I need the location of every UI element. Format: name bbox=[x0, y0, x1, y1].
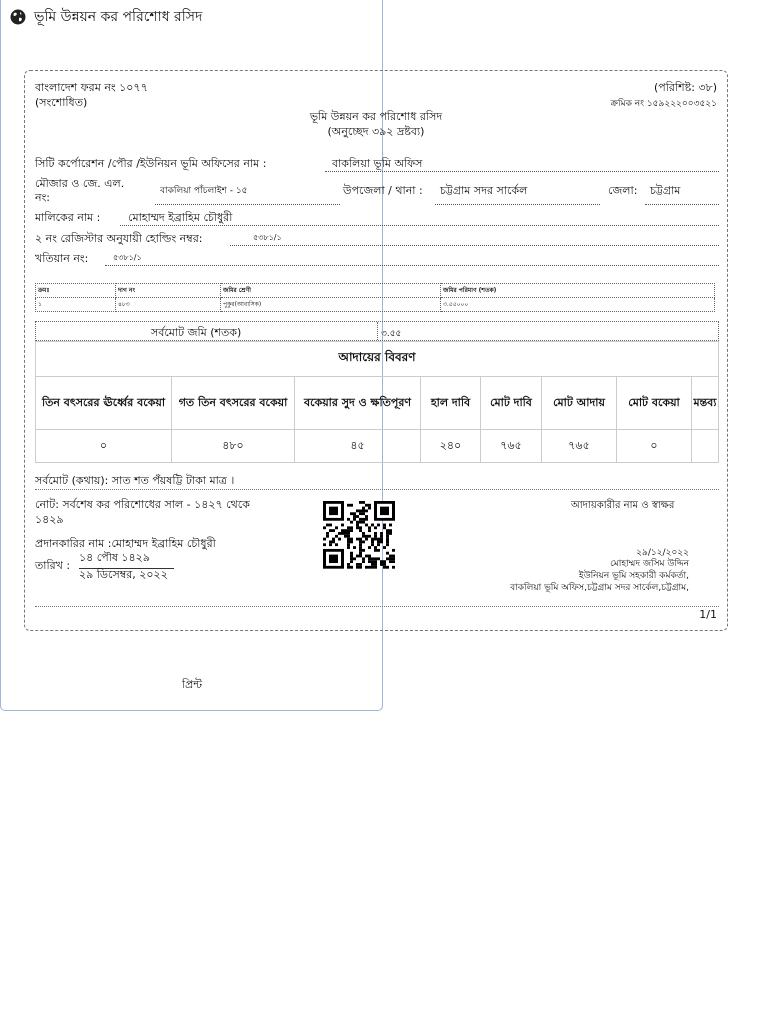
dues-cell-interest: ৪৫ bbox=[295, 430, 421, 463]
dues-cell-total-due: ০ bbox=[617, 430, 692, 463]
globe-icon bbox=[10, 9, 26, 25]
total-in-words: সর্বমোট (কথায়): সাত শত পঁয়ষট্টি টাকা মাত্র । bbox=[35, 474, 235, 487]
qr-code bbox=[323, 501, 395, 569]
collector-office: বাকলিয়া ভূমি অফিস,চট্টগ্রাম সদর সার্কেল,চট্টগ্রাম, bbox=[510, 583, 689, 593]
mouza-label-line2: নং: bbox=[35, 191, 51, 204]
dues-cell-total-collected: ৭৬৫ bbox=[542, 430, 617, 463]
dues-cell-remarks bbox=[692, 430, 719, 463]
office-value: বাকলিয়া ভূমি অফিস bbox=[332, 157, 423, 170]
khatian-value: ৫৩৮১/১ bbox=[113, 253, 142, 262]
dues-header-row bbox=[36, 377, 719, 430]
land-header-area: জমির পরিমাণ (শতক) bbox=[441, 284, 715, 298]
dues-header-remarks: মন্তব্য bbox=[692, 377, 719, 430]
land-header-dag: দাগ নং bbox=[116, 284, 221, 298]
owner-label: মালিকের নাম : bbox=[35, 211, 101, 224]
dues-header-total-collected: মোট আদায় bbox=[542, 377, 617, 430]
land-cell-class: পুকুর(আবাসিক) bbox=[221, 298, 441, 312]
collector-caption: আদায়কারীর নাম ও স্বাক্ষর bbox=[571, 500, 675, 511]
footer-divider bbox=[35, 489, 719, 490]
land-cell-serial: ১ bbox=[36, 298, 116, 312]
mouza-label: মৌজার ও জে. এল. bbox=[35, 177, 125, 190]
receipt-subtitle: (অনুচ্ছেদ ৩৯২ দ্রষ্টব্য) bbox=[327, 125, 425, 138]
dues-table bbox=[35, 341, 719, 463]
owner-underline bbox=[120, 225, 719, 226]
date-label: তারিখ : bbox=[35, 559, 71, 572]
dues-caption-row bbox=[36, 342, 719, 377]
khatian-label: খতিয়ান নং: bbox=[35, 252, 89, 265]
total-land-value: ৩.৫৫ bbox=[381, 329, 402, 339]
appendix-label: (পরিশিষ্ট: ৩৮) bbox=[654, 81, 717, 94]
date-english: ২৯ ডিসেম্বর, ২০২২ bbox=[79, 568, 168, 581]
khatian-underline bbox=[105, 265, 719, 266]
window-title-text: ভূমি উন্নয়ন কর পরিশোধ রসিদ bbox=[34, 9, 203, 25]
office-label: সিটি কর্পোরেশন /পৌর /ইউনিয়ন ভূমি অফিসের নাম : bbox=[35, 157, 267, 170]
land-cell-area: ৩.৫৫০০০ bbox=[441, 298, 715, 312]
holding-value: ৫৩৮১/১ bbox=[253, 233, 282, 242]
land-header-serial: ক্রমঃ bbox=[36, 284, 116, 298]
total-land-label: সর্বমোট জমি (শতক) bbox=[151, 326, 242, 339]
collector-date: ২৯/১২/২০২২ bbox=[636, 548, 689, 558]
receipt-title: ভূমি উন্নয়ন কর পরিশোধ রসিদ bbox=[309, 110, 443, 123]
land-table bbox=[35, 283, 715, 312]
serial-number: ক্রমিক নং ১৫৯২২২০০৩৫২১ bbox=[610, 99, 717, 109]
owner-value: মোহাম্মদ ইব্রাহিম চৌধুরী bbox=[128, 211, 233, 224]
print-button[interactable]: প্রিন্ট bbox=[182, 678, 203, 691]
table-row bbox=[36, 298, 715, 312]
date-bangla: ১৪ পৌষ ১৪২৯ bbox=[79, 549, 174, 569]
dues-header-current-demand: হাল দাবি bbox=[421, 377, 481, 430]
dues-header-total-demand: মোট দাবি bbox=[481, 377, 542, 430]
district-value: চট্টগ্রাম bbox=[650, 184, 681, 197]
payer-name: প্রদানকারির নাম :মোহাম্মদ ইব্রাহিম চৌধুরী bbox=[35, 537, 216, 550]
total-land-row bbox=[35, 321, 719, 341]
upazila-label: উপজেলা / থানা : bbox=[343, 184, 423, 197]
dues-header-interest: বকেয়ার সুদ ও ক্ষতিপূরণ bbox=[295, 377, 421, 430]
mouza-value: বাকলিয়া পাঁচলাইশ - ১৫ bbox=[160, 186, 248, 196]
page-number: 1/1 bbox=[699, 608, 717, 621]
note-line-2: ১৪২৯ bbox=[35, 513, 64, 526]
dues-header-last-three-years: গত তিন বৎসরের বকেয়া bbox=[172, 377, 295, 430]
upazila-underline bbox=[435, 204, 600, 205]
collector-name: মোহাম্মদ জসিম উদ্দিন bbox=[610, 559, 689, 569]
revised-label: (সংশোধিত) bbox=[35, 96, 88, 109]
window-title bbox=[10, 5, 202, 29]
note-line: নোট: সর্বশেষ কর পরিশোধের সাল - ১৪২৭ থেকে bbox=[35, 498, 250, 511]
table-row bbox=[36, 430, 719, 463]
land-cell-dag: ৪৮৩ bbox=[116, 298, 221, 312]
holding-label: ২ নং রেজিস্টার অনুযায়ী হোল্ডিং নম্বর: bbox=[35, 232, 203, 245]
mouza-underline bbox=[155, 204, 340, 205]
district-label: জেলা: bbox=[608, 184, 638, 197]
bottom-divider bbox=[35, 606, 719, 607]
form-number: বাংলাদেশ ফরম নং ১০৭৭ bbox=[35, 81, 148, 94]
office-underline bbox=[325, 171, 719, 172]
dues-cell-current-demand: ২৪০ bbox=[421, 430, 481, 463]
dues-cell-total-demand: ৭৬৫ bbox=[481, 430, 542, 463]
collector-title: ইউনিয়ন ভূমি সহকারী কর্মকর্তা, bbox=[578, 571, 689, 581]
dues-header-total-due: মোট বকেয়া bbox=[617, 377, 692, 430]
dues-cell-over-three-years: ০ bbox=[36, 430, 172, 463]
upazila-value: চট্টগ্রাম সদর সার্কেল bbox=[440, 184, 528, 197]
land-header-class: জমির শ্রেণী bbox=[221, 284, 441, 298]
dues-cell-last-three-years: ৪৮০ bbox=[172, 430, 295, 463]
district-underline bbox=[645, 204, 719, 205]
holding-underline bbox=[230, 245, 719, 246]
dues-header-over-three-years: তিন বৎসরের ঊর্ধ্বের বকেয়া bbox=[36, 377, 172, 430]
dues-caption: আদায়ের বিবরণ bbox=[36, 342, 719, 377]
receipt-document bbox=[24, 70, 728, 631]
land-table-header bbox=[36, 284, 715, 298]
